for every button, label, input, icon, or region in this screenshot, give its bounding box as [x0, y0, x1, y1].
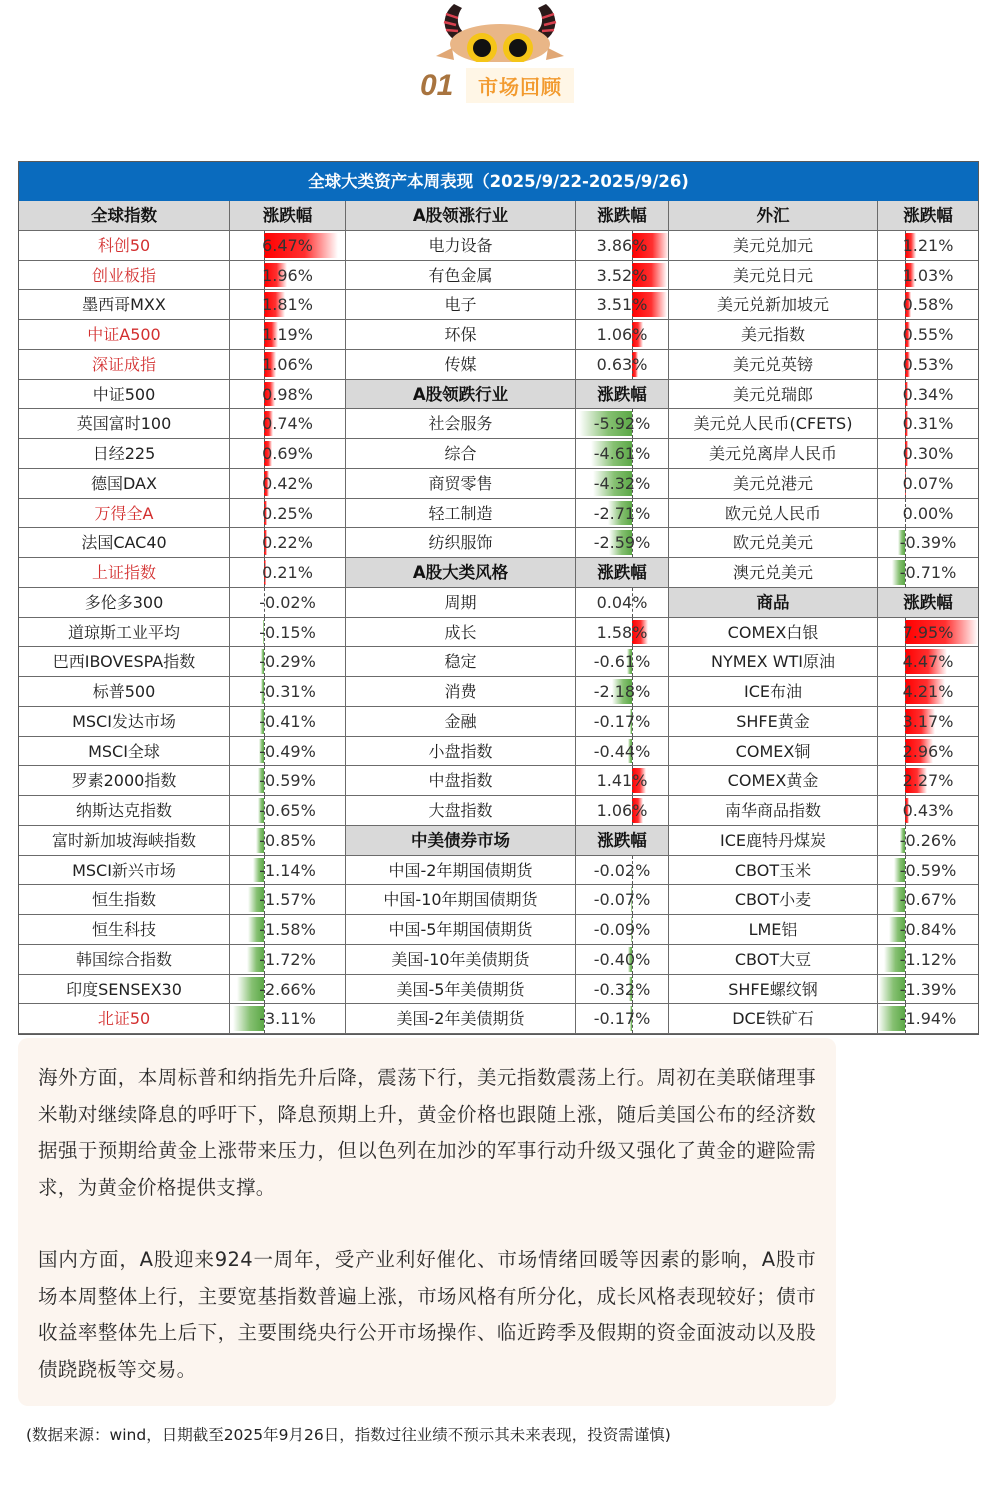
change-value-text: -0.02%: [593, 860, 651, 880]
change-value: [576, 290, 669, 320]
asset-name: CBOT玉米: [669, 856, 878, 886]
change-value-text: -0.49%: [259, 741, 316, 761]
change-value-text: 0.07%: [902, 473, 954, 493]
change-value: [878, 707, 978, 737]
column-header-change: 涨跌幅: [576, 558, 669, 588]
asset-name: 巴西IBOVESPA指数: [19, 647, 230, 677]
change-value: [230, 1004, 346, 1034]
change-value: [230, 409, 346, 439]
change-value-text: 1.96%: [262, 265, 313, 285]
asset-name: MSCI全球: [19, 737, 230, 767]
asset-name: 恒生指数: [19, 885, 230, 915]
asset-name: 美元指数: [669, 320, 878, 350]
change-value-text: -0.61%: [593, 652, 651, 672]
change-value: [878, 945, 978, 975]
change-value-text: 0.00%: [902, 503, 954, 523]
asset-name: 韩国综合指数: [19, 945, 230, 975]
change-value-text: -1.94%: [899, 1009, 957, 1029]
asset-name: 社会服务: [346, 409, 576, 439]
asset-name: NYMEX WTI原油: [669, 647, 878, 677]
change-value: [230, 320, 346, 350]
change-value: [230, 707, 346, 737]
change-value: [576, 588, 669, 618]
change-value: [576, 975, 669, 1005]
asset-name: 美元兑瑞郎: [669, 380, 878, 410]
change-value: [576, 350, 669, 380]
asset-name: 澳元兑美元: [669, 558, 878, 588]
asset-name: 纺织服饰: [346, 528, 576, 558]
column-header-category: A股领跌行业: [346, 380, 576, 410]
change-value: [230, 558, 346, 588]
change-value-text: 0.34%: [902, 384, 954, 404]
change-value: [230, 290, 346, 320]
change-value-text: 0.58%: [902, 295, 954, 315]
change-value: [878, 647, 978, 677]
change-value-text: -0.17%: [593, 711, 651, 731]
change-value: [230, 885, 346, 915]
asset-name: 中国-5年期国债期货: [346, 915, 576, 945]
column-header-change: 涨跌幅: [576, 826, 669, 856]
asset-name: 中证A500: [19, 320, 230, 350]
asset-name: 金融: [346, 707, 576, 737]
asset-name: 电力设备: [346, 231, 576, 261]
change-value: [878, 231, 978, 261]
change-value-text: -0.41%: [259, 711, 316, 731]
change-value: [878, 439, 978, 469]
column-header-change: 涨跌幅: [878, 588, 978, 618]
asset-name: 墨西哥MXX: [19, 290, 230, 320]
change-value-text: -1.57%: [259, 890, 316, 910]
asset-name: 美国-5年美债期货: [346, 975, 576, 1005]
change-value: [576, 647, 669, 677]
overseas-commentary: 海外方面，本周标普和纳指先升后降，震荡下行，美元指数震荡上行。周初在美联储理事米勒对继续降息的呼吁下，降息预期上升，黄金价格也跟随上涨，随后美国公布的经济数据强于预期给黄金上涨带来压力，但以色列在加沙的军事行动升级又强化了黄金的避险需求，为黄金价格提供支撑。: [38, 1066, 816, 1199]
change-value-text: -1.39%: [899, 979, 957, 999]
change-value: [576, 528, 669, 558]
asset-name: 深证成指: [19, 350, 230, 380]
change-value-text: -0.59%: [899, 860, 957, 880]
change-value-text: 0.53%: [902, 354, 954, 374]
asset-name: 美元兑离岸人民币: [669, 439, 878, 469]
change-value-text: 1.06%: [596, 325, 648, 344]
asset-name: COMEX白银: [669, 618, 878, 648]
change-value: [230, 826, 346, 856]
asset-name: 美国-2年美债期货: [346, 1004, 576, 1034]
asset-name: 美元兑新加坡元: [669, 290, 878, 320]
change-value: [878, 737, 978, 767]
change-value-text: -2.18%: [593, 682, 651, 701]
asset-name: SHFE螺纹钢: [669, 975, 878, 1005]
asset-name: 南华商品指数: [669, 796, 878, 826]
change-value: [878, 320, 978, 350]
change-value-text: -0.07%: [593, 890, 651, 910]
change-value: [230, 796, 346, 826]
change-value: [230, 499, 346, 529]
change-value: [230, 469, 346, 499]
change-value-text: -0.71%: [899, 563, 957, 582]
change-value-text: 0.63%: [596, 354, 648, 374]
change-value-text: 1.19%: [262, 325, 313, 344]
change-value: [576, 261, 669, 291]
change-value-text: -0.44%: [593, 741, 651, 761]
change-value-text: -0.39%: [899, 533, 957, 553]
change-value: [576, 796, 669, 826]
change-value-text: -1.12%: [899, 949, 957, 969]
change-value: [230, 975, 346, 1005]
change-value-text: 1.03%: [902, 265, 954, 285]
column-header-change: 涨跌幅: [576, 201, 669, 231]
change-value: [576, 231, 669, 261]
change-value-text: 0.22%: [262, 533, 313, 553]
asset-name: COMEX铜: [669, 737, 878, 767]
change-value: [878, 528, 978, 558]
change-value: [576, 618, 669, 648]
change-value: [576, 677, 669, 707]
change-value-text: 0.98%: [262, 384, 313, 404]
asset-performance-table: [18, 161, 979, 1035]
change-value: [878, 558, 978, 588]
change-value-text: 4.21%: [902, 682, 954, 701]
asset-name: 中国-10年期国债期货: [346, 885, 576, 915]
change-value: [878, 469, 978, 499]
section-heading: [420, 68, 574, 103]
change-value: [576, 915, 669, 945]
change-value-text: 0.69%: [262, 444, 313, 463]
change-value: [576, 409, 669, 439]
change-value-text: -0.02%: [259, 592, 316, 612]
change-value-text: -4.32%: [593, 473, 651, 493]
asset-name: 上证指数: [19, 558, 230, 588]
change-value: [878, 350, 978, 380]
change-value-text: -0.31%: [259, 682, 316, 701]
asset-name: 消费: [346, 677, 576, 707]
change-value-text: -0.59%: [259, 771, 316, 791]
change-value: [878, 677, 978, 707]
asset-name: 周期: [346, 588, 576, 618]
change-value: [230, 380, 346, 410]
change-value: [878, 409, 978, 439]
change-value-text: 3.86%: [596, 235, 648, 255]
asset-name: COMEX黄金: [669, 766, 878, 796]
asset-name: 有色金属: [346, 261, 576, 291]
asset-name: 轻工制造: [346, 499, 576, 529]
asset-name: 德国DAX: [19, 469, 230, 499]
asset-name: 美国-10年美债期货: [346, 945, 576, 975]
table-title: 全球大类资产本周表现（2025/9/22-2025/9/26): [19, 162, 978, 201]
asset-name: 环保: [346, 320, 576, 350]
asset-name: 美元兑港元: [669, 469, 878, 499]
change-value: [576, 945, 669, 975]
section-title: 市场回顾: [466, 68, 574, 103]
change-value-text: 3.52%: [596, 265, 648, 285]
asset-name: 多伦多300: [19, 588, 230, 618]
change-value: [576, 439, 669, 469]
change-value: [230, 677, 346, 707]
column-header-change: 涨跌幅: [878, 201, 978, 231]
change-value: [230, 856, 346, 886]
change-value-text: -1.72%: [259, 949, 316, 969]
change-value-text: -0.67%: [899, 890, 957, 910]
asset-name: 欧元兑人民币: [669, 499, 878, 529]
asset-name: 美元兑加元: [669, 231, 878, 261]
asset-name: 美元兑英镑: [669, 350, 878, 380]
change-value: [230, 945, 346, 975]
change-value-text: 0.42%: [262, 473, 313, 493]
change-value: [878, 856, 978, 886]
change-value-text: 1.81%: [262, 295, 313, 315]
asset-name: 稳定: [346, 647, 576, 677]
asset-name: 传媒: [346, 350, 576, 380]
asset-name: 日经225: [19, 439, 230, 469]
asset-name: 电子: [346, 290, 576, 320]
asset-name: 中证500: [19, 380, 230, 410]
commentary-box: [18, 1038, 836, 1406]
change-value-text: -5.92%: [593, 414, 651, 434]
asset-name: 法国CAC40: [19, 528, 230, 558]
column-header-category: 商品: [669, 588, 878, 618]
column-header-change: 涨跌幅: [576, 380, 669, 410]
change-value: [576, 320, 669, 350]
change-value-text: -4.61%: [593, 444, 651, 463]
asset-name: 美元兑日元: [669, 261, 878, 291]
column-header-category: A股领涨行业: [346, 201, 576, 231]
change-value: [576, 856, 669, 886]
change-value-text: -0.40%: [593, 949, 651, 969]
change-value-text: 1.06%: [262, 354, 313, 374]
asset-name: CBOT大豆: [669, 945, 878, 975]
change-value: [230, 528, 346, 558]
change-value: [230, 915, 346, 945]
change-value-text: -0.85%: [259, 830, 316, 850]
column-header-category: 外汇: [669, 201, 878, 231]
change-value: [230, 350, 346, 380]
change-value: [576, 707, 669, 737]
section-number: 01: [420, 68, 454, 102]
asset-name: 北证50: [19, 1004, 230, 1034]
change-value-text: 1.58%: [596, 622, 648, 642]
domestic-commentary: 国内方面，A股迎来924一周年，受产业利好催化、市场情绪回暖等因素的影响，A股市场本周整体上行，主要宽基指数普遍上涨，市场风格有所分化，成长风格表现较好；债市收益率整体先上后下，主要围绕央行公开市场操作、临近跨季及假期的资金面波动以及股债跷跷板等交易。: [38, 1248, 816, 1381]
asset-name: 欧元兑美元: [669, 528, 878, 558]
change-value-text: -0.84%: [899, 920, 957, 939]
change-value: [576, 885, 669, 915]
change-value: [230, 439, 346, 469]
change-value-text: 1.06%: [596, 801, 648, 820]
change-value-text: 0.25%: [262, 503, 313, 523]
change-value: [878, 1004, 978, 1034]
change-value: [878, 618, 978, 648]
asset-name: 富时新加坡海峡指数: [19, 826, 230, 856]
asset-name: 道琼斯工业平均: [19, 618, 230, 648]
change-value-text: 6.47%: [262, 235, 313, 255]
asset-name: 综合: [346, 439, 576, 469]
change-value: [576, 469, 669, 499]
change-value: [230, 647, 346, 677]
change-value: [230, 737, 346, 767]
change-value-text: -3.11%: [259, 1009, 316, 1029]
column-header-category: A股大类风格: [346, 558, 576, 588]
asset-name: 大盘指数: [346, 796, 576, 826]
asset-name: 中盘指数: [346, 766, 576, 796]
change-value-text: -1.58%: [259, 920, 316, 939]
change-value-text: 0.04%: [596, 592, 648, 612]
change-value: [230, 231, 346, 261]
asset-name: 商贸零售: [346, 469, 576, 499]
change-value-text: 0.43%: [902, 801, 954, 820]
table-grid: [19, 201, 978, 1034]
asset-name: SHFE黄金: [669, 707, 878, 737]
change-value-text: 2.96%: [902, 741, 954, 761]
change-value-text: -2.66%: [259, 979, 316, 999]
change-value-text: -1.14%: [259, 860, 316, 880]
change-value: [576, 499, 669, 529]
change-value-text: 1.21%: [902, 235, 954, 255]
change-value: [878, 826, 978, 856]
change-value-text: -2.71%: [593, 503, 651, 523]
change-value: [576, 1004, 669, 1034]
change-value-text: 2.27%: [902, 771, 954, 791]
change-value-text: -0.29%: [259, 652, 316, 672]
change-value: [230, 618, 346, 648]
asset-name: 成长: [346, 618, 576, 648]
change-value: [576, 737, 669, 767]
asset-name: 罗素2000指数: [19, 766, 230, 796]
change-value-text: 1.41%: [596, 771, 648, 791]
asset-name: 创业板指: [19, 261, 230, 291]
change-value: [878, 766, 978, 796]
change-value: [576, 766, 669, 796]
change-value: [878, 261, 978, 291]
asset-name: CBOT小麦: [669, 885, 878, 915]
change-value-text: -0.17%: [593, 1009, 651, 1029]
asset-name: 印度SENSEX30: [19, 975, 230, 1005]
asset-name: 标普500: [19, 677, 230, 707]
asset-name: 恒生科技: [19, 915, 230, 945]
asset-name: 万得全A: [19, 499, 230, 529]
asset-name: 小盘指数: [346, 737, 576, 767]
asset-name: DCE铁矿石: [669, 1004, 878, 1034]
change-value-text: 0.31%: [902, 414, 954, 434]
asset-name: ICE布油: [669, 677, 878, 707]
change-value: [230, 261, 346, 291]
asset-name: 英国富时100: [19, 409, 230, 439]
change-value-text: 3.17%: [902, 711, 954, 731]
asset-name: 科创50: [19, 231, 230, 261]
change-value-text: 3.51%: [596, 295, 648, 315]
asset-name: LME铝: [669, 915, 878, 945]
change-value-text: -0.15%: [259, 622, 316, 642]
asset-name: 中国-2年期国债期货: [346, 856, 576, 886]
change-value: [878, 380, 978, 410]
change-value: [230, 766, 346, 796]
change-value-text: 0.74%: [262, 414, 313, 434]
change-value-text: -0.09%: [593, 920, 651, 939]
change-value-text: -2.59%: [593, 533, 651, 553]
change-value-text: 4.47%: [902, 652, 954, 672]
change-value-text: 7.95%: [902, 622, 954, 642]
bull-mascot-image: [432, 0, 568, 62]
change-value: [878, 975, 978, 1005]
change-value-text: 0.30%: [902, 444, 954, 463]
change-value: [878, 499, 978, 529]
data-source-note: (数据来源：wind，日期截至2025年9月26日，指数过往业绩不预示其未来表现，投资需谨慎): [26, 1426, 671, 1444]
asset-name: MSCI发达市场: [19, 707, 230, 737]
change-value-text: -0.32%: [593, 979, 651, 999]
change-value: [230, 588, 346, 618]
change-value-text: -0.26%: [899, 830, 957, 850]
change-value-text: -0.65%: [259, 801, 316, 820]
change-value-text: 0.55%: [902, 325, 954, 344]
column-header-category: 中美债券市场: [346, 826, 576, 856]
column-header-change: 涨跌幅: [230, 201, 346, 231]
change-value: [878, 915, 978, 945]
change-value: [878, 290, 978, 320]
change-value: [878, 885, 978, 915]
asset-name: MSCI新兴市场: [19, 856, 230, 886]
change-value-text: 0.21%: [262, 563, 313, 582]
asset-name: 美元兑人民币(CFETS): [669, 409, 878, 439]
asset-name: ICE鹿特丹煤炭: [669, 826, 878, 856]
asset-name: 纳斯达克指数: [19, 796, 230, 826]
change-value: [878, 796, 978, 826]
column-header-category: 全球指数: [19, 201, 230, 231]
